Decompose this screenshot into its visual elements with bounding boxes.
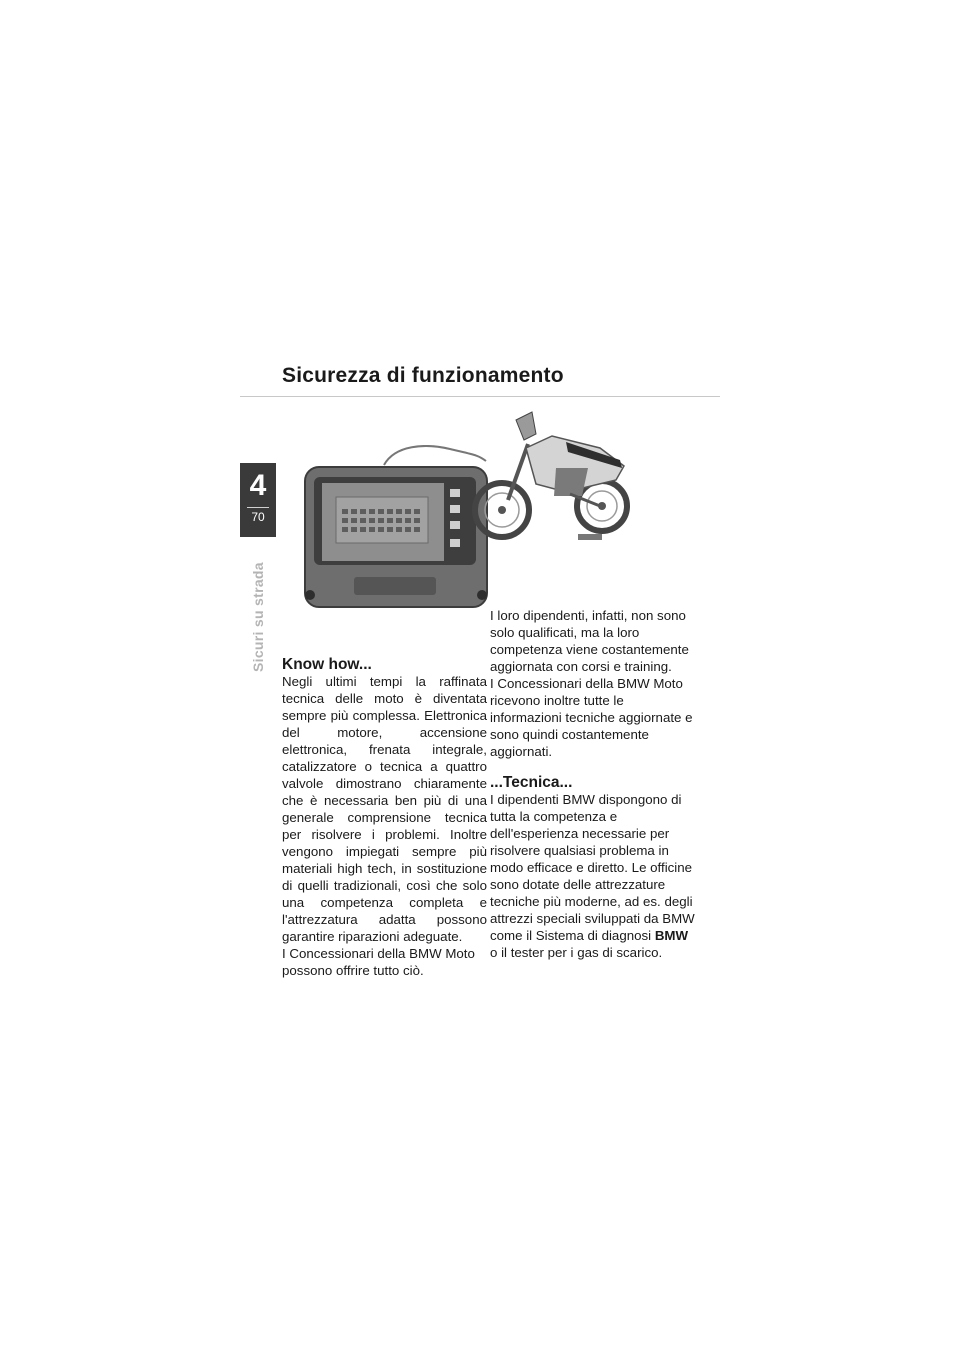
chapter-tab-divider (247, 507, 269, 508)
header-rule (240, 396, 720, 397)
page-number: 70 (251, 510, 265, 524)
chapter-tab (240, 463, 276, 537)
know-how-heading: Know how... (282, 656, 372, 673)
know-how-paragraph: Negli ultimi tempi la raffinata tecnica delle moto è diventata sempre più complessa. Elettronica del motore, accensione elettronica, frenata integrale, catalizzatore o tecnica a quattro valvole dimostrano chiaramente che è necessaria ben più di una generale comprensione tecnica per risolvere i problemi. Inoltre vengono impiegati sempre più materiali high tech, in sostituzione di quelli tradizionali, così che solo una competenza completa e l'attrezzatura adatta possono garantire riparazioni adeguate. (282, 674, 487, 944)
right-text-column (490, 607, 695, 961)
staff-paragraph: I loro dipendenti, infatti, non sono solo qualificati, ma la loro competenza viene costantemente aggiornata con corsi e training. (490, 608, 689, 674)
tecnica-paragraph-text: I dipendenti BMW dispongono di tutta la competenza e dell'esperienza necessarie per risolvere qualsiasi problema in modo efficace e diretto. Le officine sono dotate delle attrezzature tecniche più moderne, ad es. degli attrezzi speciali sviluppati da BMW come il Sistema di diagnosi (490, 792, 695, 943)
diagnostic-device-image (300, 445, 498, 615)
tecnica-heading: ...Tecnica... (490, 774, 573, 791)
motorcycle-image (470, 408, 638, 553)
left-text-column (282, 656, 487, 979)
tecnica-paragraph-end: o il tester per i gas di scarico. (490, 945, 663, 960)
tecnica-paragraph (490, 791, 695, 961)
know-how-paragraph-2: I Concessionari della BMW Moto possono offrire tutto ciò. (282, 946, 475, 978)
page-title: Sicurezza di funzionamento (282, 364, 564, 387)
dealers-paragraph: I Concessionari della BMW Moto ricevono inoltre tutte le informazioni tecniche aggiornate e sono quindi costantemente aggiornati. (490, 676, 693, 759)
section-side-label: Sicuri su strada (250, 562, 266, 672)
chapter-number: 4 (249, 469, 267, 502)
bmw-bold-text: BMW (654, 928, 689, 943)
